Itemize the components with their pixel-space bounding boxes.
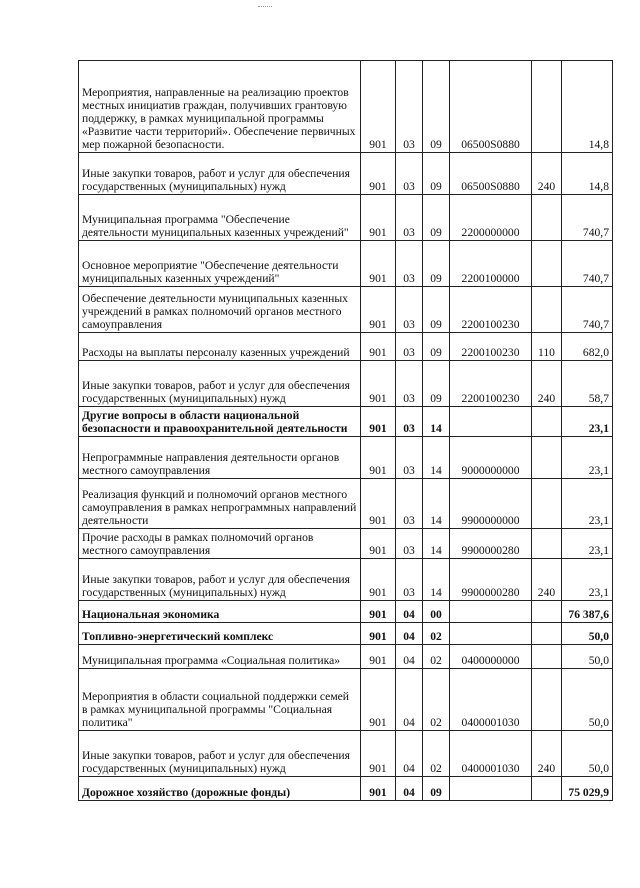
table-row bbox=[79, 437, 613, 479]
row-subsection: 09 bbox=[423, 195, 450, 241]
table-row bbox=[79, 479, 613, 529]
row-ved: 901 bbox=[361, 731, 396, 777]
row-expense-type: 110 bbox=[532, 333, 562, 361]
row-section: 03 bbox=[396, 407, 423, 437]
row-expense-type bbox=[532, 241, 562, 287]
row-amount: 740,7 bbox=[562, 241, 613, 287]
row-name: Иные закупки товаров, работ и услуг для обеспечения государственных (муниципальных) нужд bbox=[79, 731, 361, 777]
budget-table bbox=[78, 60, 613, 801]
row-ved: 901 bbox=[361, 623, 396, 645]
row-target-code: 2200100230 bbox=[450, 333, 532, 361]
row-section: 04 bbox=[396, 645, 423, 669]
row-name: Непрограммные направления деятельности органов местного самоуправления bbox=[79, 437, 361, 479]
row-section: 04 bbox=[396, 777, 423, 801]
table-row bbox=[79, 153, 613, 195]
row-target-code: 06500S0880 bbox=[450, 61, 532, 153]
row-subsection: 09 bbox=[423, 61, 450, 153]
table-row bbox=[79, 333, 613, 361]
row-name: Иные закупки товаров, работ и услуг для обеспечения государственных (муниципальных) нужд bbox=[79, 559, 361, 601]
row-name: Другие вопросы в области национальной безопасности и правоохранительной деятельности bbox=[79, 407, 361, 437]
row-name: Дорожное хозяйство (дорожные фонды) bbox=[79, 777, 361, 801]
row-amount: 23,1 bbox=[562, 437, 613, 479]
row-target-code: 9900000280 bbox=[450, 529, 532, 559]
row-amount: 23,1 bbox=[562, 407, 613, 437]
row-amount: 23,1 bbox=[562, 479, 613, 529]
row-target-code bbox=[450, 777, 532, 801]
table-row bbox=[79, 623, 613, 645]
row-amount: 14,8 bbox=[562, 61, 613, 153]
row-target-code bbox=[450, 623, 532, 645]
table-row bbox=[79, 669, 613, 731]
row-subsection: 00 bbox=[423, 601, 450, 623]
row-subsection: 14 bbox=[423, 407, 450, 437]
row-expense-type bbox=[532, 669, 562, 731]
row-amount: 50,0 bbox=[562, 645, 613, 669]
row-expense-type bbox=[532, 61, 562, 153]
row-section: 03 bbox=[396, 559, 423, 601]
row-amount: 682,0 bbox=[562, 333, 613, 361]
row-subsection: 14 bbox=[423, 479, 450, 529]
row-target-code: 0400000000 bbox=[450, 645, 532, 669]
table-row bbox=[79, 241, 613, 287]
row-name: Топливно-энергетический комплекс bbox=[79, 623, 361, 645]
row-ved: 901 bbox=[361, 61, 396, 153]
row-name: Муниципальная программа "Обеспечение деятельности муниципальных казенных учреждений" bbox=[79, 195, 361, 241]
row-ved: 901 bbox=[361, 601, 396, 623]
row-name: Мероприятия в области социальной поддержки семей в рамках муниципальной программы "Социальная политика" bbox=[79, 669, 361, 731]
row-expense-type bbox=[532, 479, 562, 529]
row-section: 03 bbox=[396, 153, 423, 195]
row-expense-type bbox=[532, 437, 562, 479]
row-section: 03 bbox=[396, 361, 423, 407]
row-target-code: 0400001030 bbox=[450, 669, 532, 731]
row-expense-type bbox=[532, 407, 562, 437]
row-name: Расходы на выплаты персоналу казенных учреждений bbox=[79, 333, 361, 361]
table-row bbox=[79, 777, 613, 801]
row-expense-type: 240 bbox=[532, 731, 562, 777]
row-name: Мероприятия, направленные на реализацию проектов местных инициатив граждан, получивших грантовую поддержку, в рамках муниципальной программы «Развитие части территорий». Обеспечение первичных мер пожарной безопасности. bbox=[79, 61, 361, 153]
row-section: 03 bbox=[396, 241, 423, 287]
row-subsection: 02 bbox=[423, 645, 450, 669]
table-row bbox=[79, 559, 613, 601]
row-name: Национальная экономика bbox=[79, 601, 361, 623]
row-ved: 901 bbox=[361, 479, 396, 529]
row-ved: 901 bbox=[361, 407, 396, 437]
row-ved: 901 bbox=[361, 669, 396, 731]
row-expense-type bbox=[532, 777, 562, 801]
row-amount: 58,7 bbox=[562, 361, 613, 407]
row-section: 04 bbox=[396, 731, 423, 777]
row-target-code: 06500S0880 bbox=[450, 153, 532, 195]
table-row bbox=[79, 731, 613, 777]
row-amount: 23,1 bbox=[562, 529, 613, 559]
row-section: 04 bbox=[396, 669, 423, 731]
row-section: 03 bbox=[396, 333, 423, 361]
row-amount: 14,8 bbox=[562, 153, 613, 195]
scan-artifact bbox=[258, 6, 272, 9]
row-name: Обеспечение деятельности муниципальных казенных учреждений в рамках полномочий органов местного самоуправления bbox=[79, 287, 361, 333]
row-amount: 50,0 bbox=[562, 731, 613, 777]
row-ved: 901 bbox=[361, 529, 396, 559]
table-row bbox=[79, 287, 613, 333]
row-name: Муниципальная программа «Социальная политика» bbox=[79, 645, 361, 669]
row-ved: 901 bbox=[361, 333, 396, 361]
row-target-code bbox=[450, 601, 532, 623]
row-name: Основное мероприятие "Обеспечение деятельности муниципальных казенных учреждений" bbox=[79, 241, 361, 287]
row-amount: 740,7 bbox=[562, 287, 613, 333]
row-ved: 901 bbox=[361, 559, 396, 601]
row-expense-type: 240 bbox=[532, 361, 562, 407]
row-subsection: 09 bbox=[423, 777, 450, 801]
row-expense-type bbox=[532, 195, 562, 241]
row-subsection: 02 bbox=[423, 731, 450, 777]
row-target-code: 2200100230 bbox=[450, 361, 532, 407]
row-ved: 901 bbox=[361, 153, 396, 195]
row-section: 04 bbox=[396, 623, 423, 645]
row-section: 03 bbox=[396, 529, 423, 559]
row-amount: 50,0 bbox=[562, 669, 613, 731]
row-target-code bbox=[450, 407, 532, 437]
row-expense-type bbox=[532, 645, 562, 669]
row-section: 03 bbox=[396, 287, 423, 333]
row-target-code: 2200100230 bbox=[450, 287, 532, 333]
row-ved: 901 bbox=[361, 645, 396, 669]
row-ved: 901 bbox=[361, 287, 396, 333]
row-amount: 75 029,9 bbox=[562, 777, 613, 801]
row-name: Иные закупки товаров, работ и услуг для обеспечения государственных (муниципальных) нужд bbox=[79, 153, 361, 195]
row-section: 03 bbox=[396, 479, 423, 529]
row-target-code: 0400001030 bbox=[450, 731, 532, 777]
row-amount: 740,7 bbox=[562, 195, 613, 241]
row-subsection: 14 bbox=[423, 437, 450, 479]
row-ved: 901 bbox=[361, 437, 396, 479]
table-row bbox=[79, 529, 613, 559]
row-name: Прочие расходы в рамках полномочий органов местного самоуправления bbox=[79, 529, 361, 559]
table-row bbox=[79, 601, 613, 623]
row-ved: 901 bbox=[361, 195, 396, 241]
row-subsection: 09 bbox=[423, 241, 450, 287]
table-row bbox=[79, 61, 613, 153]
table-row bbox=[79, 361, 613, 407]
row-subsection: 09 bbox=[423, 333, 450, 361]
row-subsection: 09 bbox=[423, 287, 450, 333]
row-subsection: 14 bbox=[423, 529, 450, 559]
row-subsection: 09 bbox=[423, 153, 450, 195]
row-name: Реализация функций и полномочий органов местного самоуправления в рамках непрограммных направлений деятельности bbox=[79, 479, 361, 529]
row-target-code: 9000000000 bbox=[450, 437, 532, 479]
row-section: 03 bbox=[396, 437, 423, 479]
row-expense-type bbox=[532, 529, 562, 559]
row-expense-type: 240 bbox=[532, 559, 562, 601]
row-target-code: 9900000000 bbox=[450, 479, 532, 529]
row-section: 03 bbox=[396, 61, 423, 153]
row-target-code: 2200000000 bbox=[450, 195, 532, 241]
table-row bbox=[79, 195, 613, 241]
row-name: Иные закупки товаров, работ и услуг для обеспечения государственных (муниципальных) нужд bbox=[79, 361, 361, 407]
row-ved: 901 bbox=[361, 361, 396, 407]
row-target-code: 9900000280 bbox=[450, 559, 532, 601]
row-expense-type bbox=[532, 287, 562, 333]
row-target-code: 2200100000 bbox=[450, 241, 532, 287]
row-amount: 76 387,6 bbox=[562, 601, 613, 623]
row-section: 03 bbox=[396, 195, 423, 241]
row-subsection: 14 bbox=[423, 559, 450, 601]
row-subsection: 02 bbox=[423, 623, 450, 645]
row-expense-type bbox=[532, 623, 562, 645]
row-expense-type: 240 bbox=[532, 153, 562, 195]
row-section: 04 bbox=[396, 601, 423, 623]
table-row bbox=[79, 407, 613, 437]
row-amount: 23,1 bbox=[562, 559, 613, 601]
row-ved: 901 bbox=[361, 777, 396, 801]
row-subsection: 09 bbox=[423, 361, 450, 407]
row-amount: 50,0 bbox=[562, 623, 613, 645]
row-expense-type bbox=[532, 601, 562, 623]
row-ved: 901 bbox=[361, 241, 396, 287]
table-row bbox=[79, 645, 613, 669]
row-subsection: 02 bbox=[423, 669, 450, 731]
